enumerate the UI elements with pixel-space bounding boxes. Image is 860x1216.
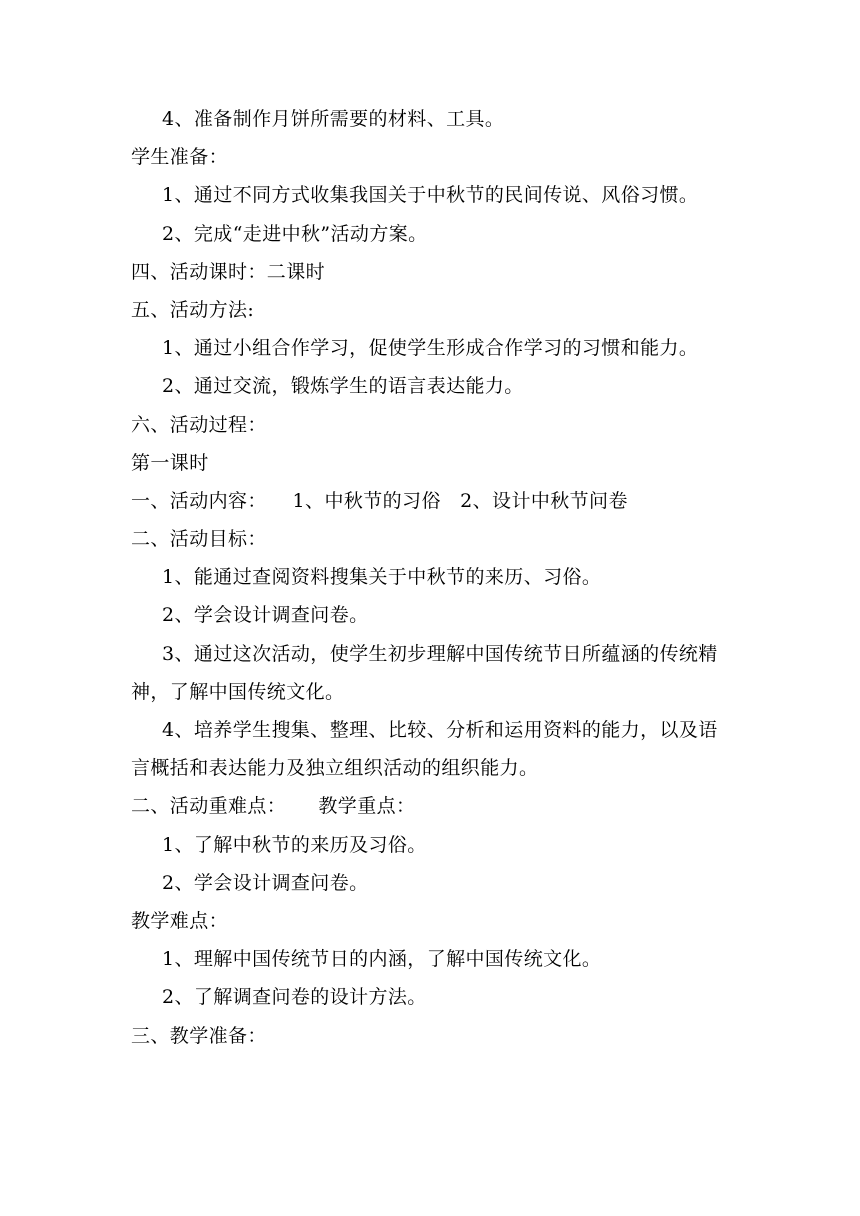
text-line: 4、培养学生搜集、整理、比较、分析和运用资料的能力，以及语 [162,719,718,741]
text-line: 2、完成“走进中秋”活动方案。 [162,222,428,245]
text-line: 2、学会设计调查问卷。 [162,604,369,627]
section-heading: 学生准备： [131,146,229,169]
text-line: 1、通过小组合作学习，促使学生形成合作学习的习惯和能力。 [162,337,699,360]
section-heading: 第一课时 [131,451,209,474]
section-heading: 六、活动过程： [131,413,267,436]
section-heading: 一、活动内容： 1、中秋节的习俗 2、设计中秋节问卷 [131,489,628,512]
text-line: 3、通过这次活动，使学生初步理解中国传统节日所蕴涵的传统精 [162,642,718,665]
text-line: 1、能通过查阅资料搜集关于中秋节的来历、习俗。 [162,566,602,589]
section-heading: 二、活动目标： [131,528,267,551]
section-heading: 二、活动重难点： 教学重点： [131,795,416,818]
section-heading: 教学难点： [131,909,229,932]
text-line: 1、了解中秋节的来历及习俗。 [162,833,427,856]
section-heading: 四、活动课时：二课时 [131,260,326,283]
text-line: 4、准备制作月饼所需要的材料、工具。 [162,108,505,130]
section-heading: 五、活动方法: [131,298,255,321]
text-line: 2、了解调查问卷的设计方法。 [162,986,427,1009]
text-line: 言概括和表达能力及独立组织活动的组织能力。 [131,757,539,780]
text-line: 2、学会设计调查问卷。 [162,871,369,894]
text-line: 1、通过不同方式收集我国关于中秋节的民间传说、风俗习惯。 [162,184,699,207]
text-line: 2、通过交流，锻炼学生的语言表达能力。 [162,375,524,398]
text-line: 1、理解中国传统节日的内涵，了解中国传统文化。 [162,948,602,971]
text-line: 神，了解中国传统文化。 [131,680,345,703]
document-body [131,100,741,1055]
section-heading: 三、教学准备： [131,1024,267,1047]
